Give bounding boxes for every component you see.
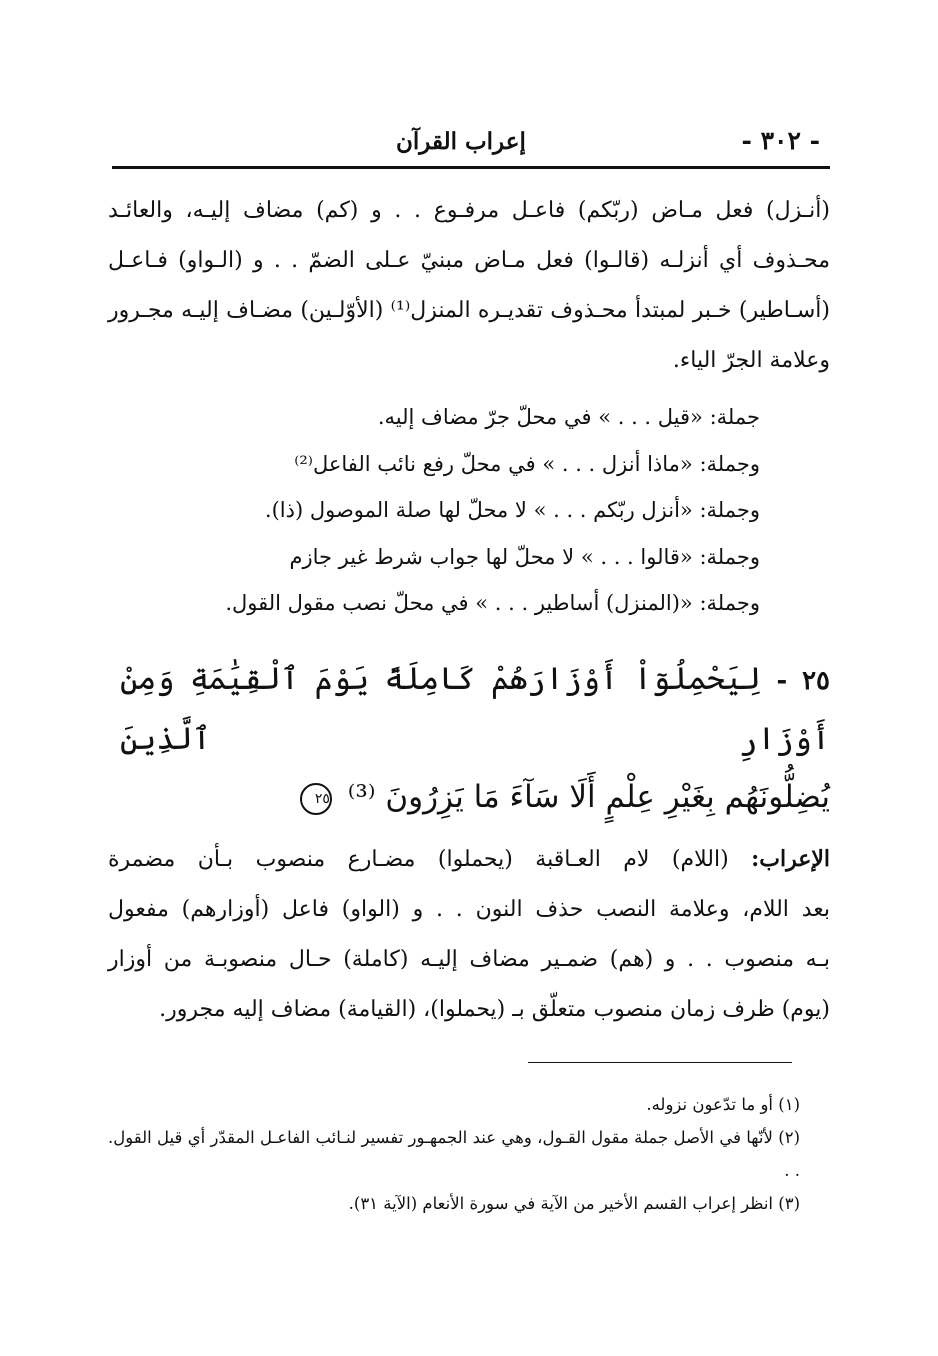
- verse-number: ٢٥ -: [776, 666, 831, 696]
- paragraph-line: محـذوف أي أنزلـه (قالـوا) فعل مـاض مبنيّ عـلى الضمّ . . و (الـواو) فـاعـل: [108, 248, 830, 273]
- footnote: (١) أو ما تدّعون نزوله.: [646, 1095, 800, 1114]
- sentence-item: وجملة: «أنزل ربّكم . . . » لا محلّ لها صلة الموصول (ذا).: [264, 498, 760, 522]
- page-header: [112, 120, 830, 169]
- paragraph-line: بـه منصوب . . و (هم) ضمـير مضاف إليـه (كاملة) حـال منصوبـة من أوزار: [108, 947, 830, 972]
- running-title: إعراب القرآن: [396, 128, 526, 155]
- paragraph-line: (أنـزل) فعل مـاض (ربّكم) فاعـل مرفـوع . . و (كم) مضاف إليـه، والعائـد: [108, 198, 830, 223]
- sentence-analysis-list: [200, 394, 760, 627]
- paragraph-line: (يوم) ظرف زمان منصوب متعلّق بـ (يحملوا)، (القيامة) مضاف إليه مجرور.: [159, 997, 830, 1022]
- sentence-item: وجملة: «قالوا . . . » لا محلّ لها جواب شرط غير جازم: [289, 544, 760, 569]
- paragraph-irab: [108, 834, 830, 1035]
- paragraph-grammar-1: [108, 186, 830, 386]
- footnote: (٢) لأنّها في الأصل جملة مقول القـول، وهي عند الجمهـور تفسير لنـائب الفاعـل المقدّر أي قيل القول. . .: [108, 1128, 800, 1180]
- sentence-item: وجملة: «ماذا أنزل . . . » في محلّ رفع نائب الفاعل⁽²⁾: [294, 451, 760, 476]
- verse-line-1: لِيَحْمِلُوٓاْ أَوْزَارَهُمْ كَامِلَةً يَوْمَ ٱلْقِيَٰمَةِ وَمِنْ أَوْزَارِ ٱلَّذِينَ: [120, 661, 830, 757]
- paragraph-line: (أسـاطير) خـبر لمبتدأ محـذوف تقديـره المنزل⁽¹⁾ (الأوّلـين) مضـاف إليـه مجـرور: [108, 298, 831, 323]
- sentence-item: وجملة: «(المنزل) أساطير . . . » في محلّ نصب مقول القول.: [225, 591, 760, 615]
- footnote: (٣) انظر إعراب القسم الأخير من الآية في سورة الأنعام (الآية ٣١).: [348, 1194, 800, 1213]
- paragraph-line: (اللام) لام العـاقبة (يحملوا) مضـارع منصوب بـأن مضمرة: [108, 847, 729, 872]
- sentence-item: جملة: «قيل . . . » في محلّ جرّ مضاف إليه.: [377, 405, 760, 429]
- irab-lead: الإعراب:: [751, 846, 830, 872]
- verse-line-2: يُضِلُّونَهُم بِغَيْرِ عِلْمٍ أَلَا سَآءَ مَا يَزِرُونَ ⁽³⁾: [347, 779, 830, 815]
- paragraph-line: بعد اللام، وعلامة النصب حذف النون . . و (الواو) فاعل (أوزارهم) مفعول: [108, 897, 830, 922]
- footnote-divider: [528, 1062, 792, 1063]
- quran-verse: [120, 650, 830, 826]
- ayah-end-marker: ٢٥: [300, 783, 332, 815]
- paragraph-line: وعلامة الجرّ الياء.: [672, 348, 830, 373]
- page-number: - ٣٠٢ -: [741, 126, 820, 155]
- footnotes: [108, 1088, 800, 1220]
